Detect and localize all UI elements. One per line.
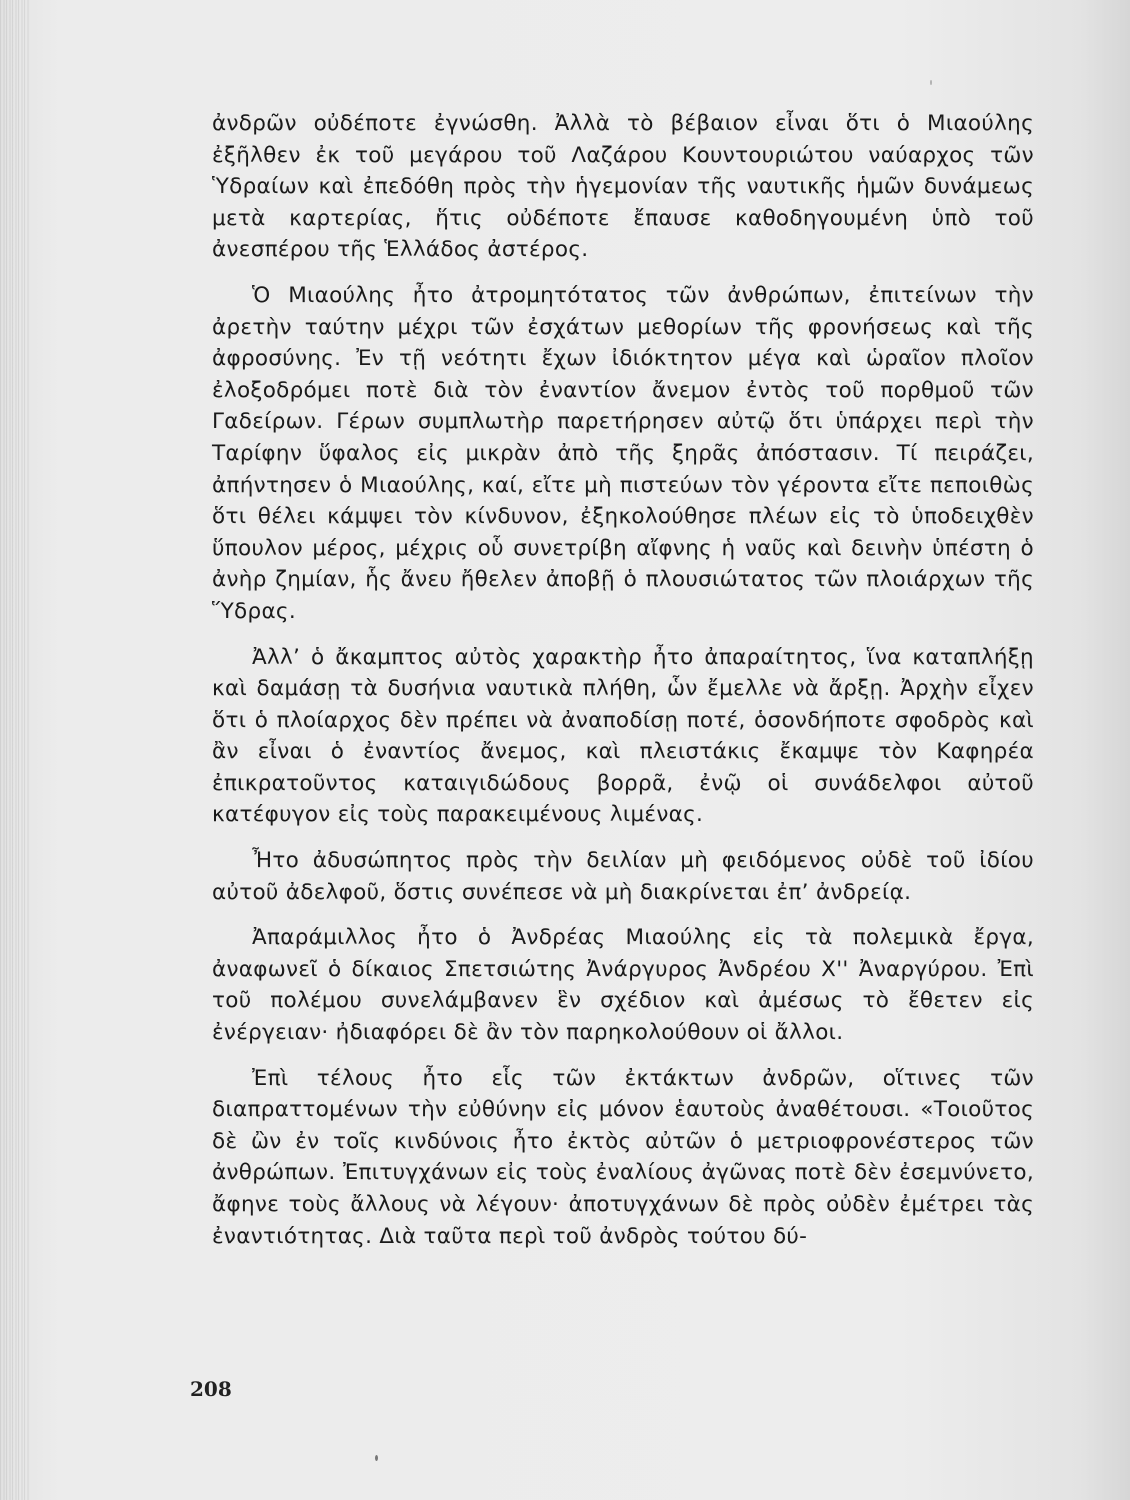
paragraph-6: Ἐπὶ τέλους ἦτο εἷς τῶν ἐκτάκτων ἀνδρῶν, οἵτινες τῶν διαπραττομένων τὴν εὐθύνην εἰς μόνον ἑαυτοὺς ἀναθέτουσι. «Τοιοῦτος δὲ ὢν ἐν τοῖς κινδύνοις ἦτο ἐκτὸς αὐτῶν ὁ μετριοφρονέστερος τῶν ἀνθρώπων. Ἐπιτυγχάνων εἰς τοὺς ἐναλίους ἀγῶνας ποτὲ δὲν ἐσεμνύνετο, ἄφηνε τοὺς ἄλλους νὰ λέγουν· ἀποτυγχάνων δὲ πρὸς οὐδὲν ἐμέτρει τὰς ἐναντιότητας. Διὰ ταῦτα περὶ τοῦ ἀνδρὸς τούτου δύ-	[212, 1065, 1034, 1249]
body-text	[212, 108, 1034, 1266]
paragraph-2: Ὁ Μιαούλης ἦτο ἀτρομητότατος τῶν ἀνθρώπων, ἐπιτείνων τὴν ἀρετὴν ταύτην μέχρι τῶν ἐσχάτων μεθορίων τῆς φρονήσεως καὶ τῆς ἀφροσύνης. Ἐν τῇ νεότητι ἔχων ἰδιόκτητον μέγα καὶ ὡραῖον πλοῖον ἐλοξοδρόμει ποτὲ διὰ τὸν ἐναντίον ἄνεμον ἐντὸς τοῦ πορθμοῦ τῶν Γαδείρων. Γέρων συμπλωτὴρ παρετήρησεν αὐτῷ ὅτι ὑπάρχει περὶ τὴν Ταρίφην ὕφαλος εἰς μικρὰν ἀπὸ τῆς ξηρᾶς ἀπόστασιν. Τί πειράζει, ἀπήντησεν ὁ Μιαούλης, καί, εἴτε μὴ πιστεύων τὸν γέροντα εἴτε πεποιθὼς ὅτι θέλει κάμψει τὸν κίνδυνον, ἐξηκολούθησε πλέων εἰς τὸ ὑποδειχθὲν ὕπουλον μέρος, μέχρις οὗ συνετρίβη αἴφνης ἡ ναῦς καὶ δεινὴν ὑπέστη ὁ ἀνὴρ ζημίαν, ἧς ἄνευ ἤθελεν ἀποβῇ ὁ πλουσιώτατος τῶν πλοιάρχων τῆς Ὕδρας.	[212, 282, 1034, 624]
page-edge-shadow	[0, 0, 30, 1500]
page-number: 208	[190, 1377, 232, 1401]
paragraph-3: Ἀλλ’ ὁ ἄκαμπτος αὐτὸς χαρακτὴρ ἦτο ἀπαραίτητος, ἵνα καταπλήξῃ καὶ δαμάσῃ τὰ δυσήνια ναυτικὰ πλήθη, ὧν ἔμελλε νὰ ἄρξῃ. Ἀρχὴν εἶχεν ὅτι ὁ πλοίαρχος δὲν πρέπει νὰ ἀναποδίσῃ ποτέ, ὁσονδήποτε σφοδρὸς καὶ ἂν εἶναι ὁ ἐναντίος ἄνεμος, καὶ πλειστάκις ἔκαμψε τὸν Καφηρέα ἐπικρατοῦντος καταιγιδώδους βορρᾶ, ἐνῷ οἱ συνάδελφοι αὐτοῦ κατέφυγον εἰς τοὺς παρακειμένους λιμένας.	[212, 644, 1034, 828]
paragraph-4: Ἦτο ἀδυσώπητος πρὸς τὴν δειλίαν μὴ φειδόμενος οὐδὲ τοῦ ἰδίου αὐτοῦ ἀδελφοῦ, ὅστις συνέπεσε νὰ μὴ διακρίνεται ἐπ’ ἀνδρείᾳ.	[212, 848, 1034, 905]
paragraph-5: Ἀπαράμιλλος ἦτο ὁ Ἀνδρέας Μιαούλης εἰς τὰ πολεμικὰ ἔργα, ἀναφωνεῖ ὁ δίκαιος Σπετσιώτης Ἀνάργυρος Ἀνδρέου Χ'' Ἀναργύρου. Ἐπὶ τοῦ πολέμου συνελάμβανεν ἓν σχέδιον καὶ ἀμέσως τὸ ἔθετεν εἰς ἐνέργειαν· ἠδιαφόρει δὲ ἂν τὸν παρηκολούθουν οἱ ἄλλοι.	[212, 925, 1034, 1046]
paper-speck	[930, 80, 932, 85]
paragraph-1: ἀνδρῶν οὐδέποτε ἐγνώσθη. Ἀλλὰ τὸ βέβαιον εἶναι ὅτι ὁ Μιαούλης ἐξῆλθεν ἐκ τοῦ μεγάρου τοῦ Λαζάρου Κουντουριώτου ναύαρχος τῶν Ὑδραίων καὶ ἐπεδόθη πρὸς τὴν ἡγεμονίαν τῆς ναυτικῆς ἡμῶν δυνάμεως μετὰ καρτερίας, ἥτις οὐδέποτε ἔπαυσε καθοδηγουμένη ὑπὸ τοῦ ἀνεσπέρου τῆς Ἑλλάδος ἀστέρος.	[212, 111, 1034, 263]
paper-speck	[375, 1455, 378, 1461]
